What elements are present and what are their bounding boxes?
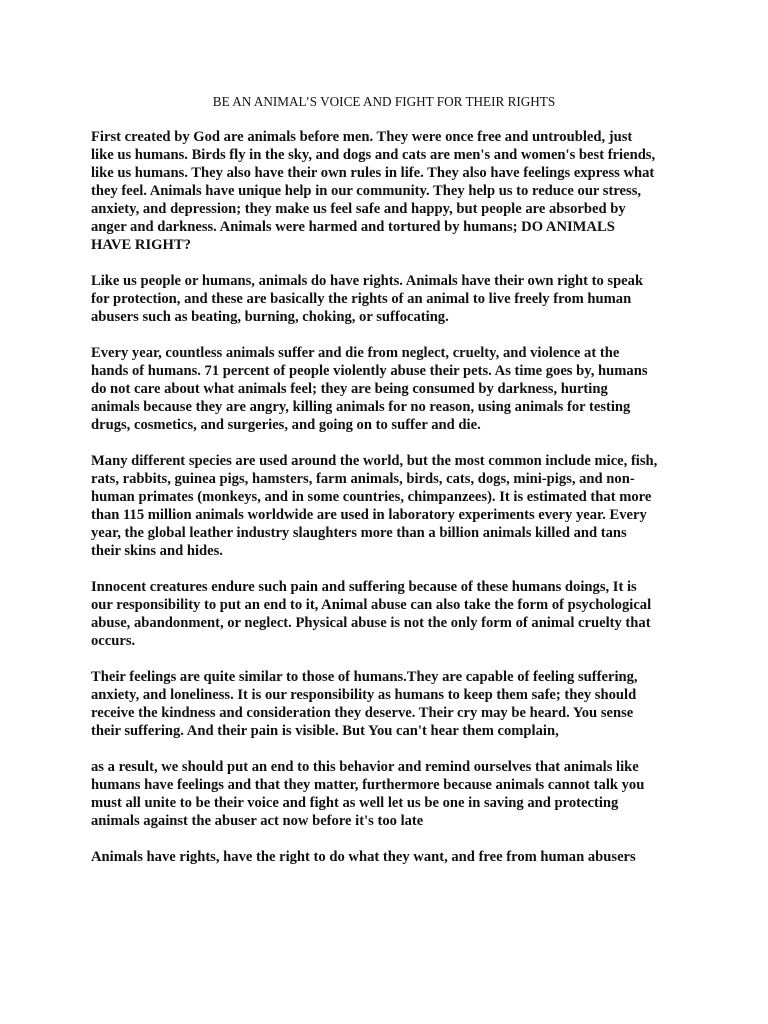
paragraph-line: human primates (monkeys, and in some countries, chimpanzees). It is estimated that more [91, 489, 652, 505]
paragraph-line: Many different species are used around the world, but the most common include mice, fish, [91, 453, 658, 469]
paragraph-line: like us humans. Birds fly in the sky, and dogs and cats are men's and women's best friends, [91, 147, 656, 163]
paragraph-line: like us humans. They also have their own rules in life. They also have feelings express what [91, 165, 655, 181]
paragraph-line: Innocent creatures endure such pain and suffering because of these humans doings, It is [91, 579, 637, 595]
document-title: BE AN ANIMAL’S VOICE AND FIGHT FOR THEIR RIGHTS [212, 94, 556, 109]
paragraph-line: abuse, abandonment, or neglect. Physical abuse is not the only form of animal cruelty that [91, 615, 651, 631]
paragraph-line: as a result, we should put an end to this behavior and remind ourselves that animals like [91, 759, 639, 775]
paragraph-line: their skins and hides. [91, 543, 223, 559]
paragraph-line: abusers such as beating, burning, choking, or suffocating. [91, 309, 449, 325]
paragraph-5 [91, 578, 691, 650]
paragraph-line: animals against the abuser act now before it's too late [91, 813, 424, 829]
paragraph-line: humans have feelings and that they matter, furthermore because animals cannot talk you [91, 777, 645, 793]
paragraph-line: do not care about what animals feel; they are being consumed by darkness, hurting [91, 381, 608, 397]
paragraph-line: than 115 million animals worldwide are used in laboratory experiments every year. Every [91, 507, 647, 523]
paragraph-line: receive the kindness and consideration they deserve. Their cry may be heard. You sense [91, 705, 634, 721]
paragraph-2 [91, 272, 691, 326]
document-body [91, 128, 691, 884]
paragraph-line: year, the global leather industry slaughters more than a billion animals killed and tans [91, 525, 627, 541]
paragraph-line: First created by God are animals before men. They were once free and untroubled, just [91, 129, 633, 145]
paragraph-8 [91, 848, 691, 866]
paragraph-line: they feel. Animals have unique help in our community. They help us to reduce our stress, [91, 183, 642, 199]
paragraph-line: hands of humans. 71 percent of people violently abuse their pets. As time goes by, humans [91, 363, 648, 379]
paragraph-line: our responsibility to put an end to it, Animal abuse can also take the form of psychological [91, 597, 652, 613]
paragraph-line: drugs, cosmetics, and surgeries, and going on to suffer and die. [91, 417, 481, 433]
paragraph-4 [91, 452, 691, 560]
paragraph-line: Animals have rights, have the right to do what they want, and free from human abusers [91, 849, 636, 865]
paragraph-1 [91, 128, 691, 254]
paragraph-line: occurs. [91, 633, 136, 649]
paragraph-line: must all unite to be their voice and fight as well let us be one in saving and protecting [91, 795, 619, 811]
paragraph-line: anxiety, and depression; they make us feel safe and happy, but people are absorbed by [91, 201, 626, 217]
paragraph-line: Like us people or humans, animals do have rights. Animals have their own right to speak [91, 273, 644, 289]
paragraph-line: anger and darkness. Animals were harmed and tortured by humans; DO ANIMALS [91, 219, 615, 235]
paragraph-3 [91, 344, 691, 434]
paragraph-line: rats, rabbits, guinea pigs, hamsters, farm animals, birds, cats, dogs, mini-pigs, and non- [91, 471, 635, 487]
paragraph-line: for protection, and these are basically the rights of an animal to live freely from human [91, 291, 632, 307]
paragraph-line: HAVE RIGHT? [91, 237, 191, 253]
paragraph-6 [91, 668, 691, 740]
paragraph-line: their suffering. And their pain is visible. But You can't hear them complain, [91, 723, 559, 739]
paragraph-line: anxiety, and loneliness. It is our responsibility as humans to keep them safe; they should [91, 687, 637, 703]
paragraph-line: animals because they are angry, killing animals for no reason, using animals for testing [91, 399, 631, 415]
paragraph-7 [91, 758, 691, 830]
paragraph-line: Their feelings are quite similar to those of humans.They are capable of feeling suffering, [91, 669, 638, 685]
paragraph-line: Every year, countless animals suffer and die from neglect, cruelty, and violence at the [91, 345, 620, 361]
